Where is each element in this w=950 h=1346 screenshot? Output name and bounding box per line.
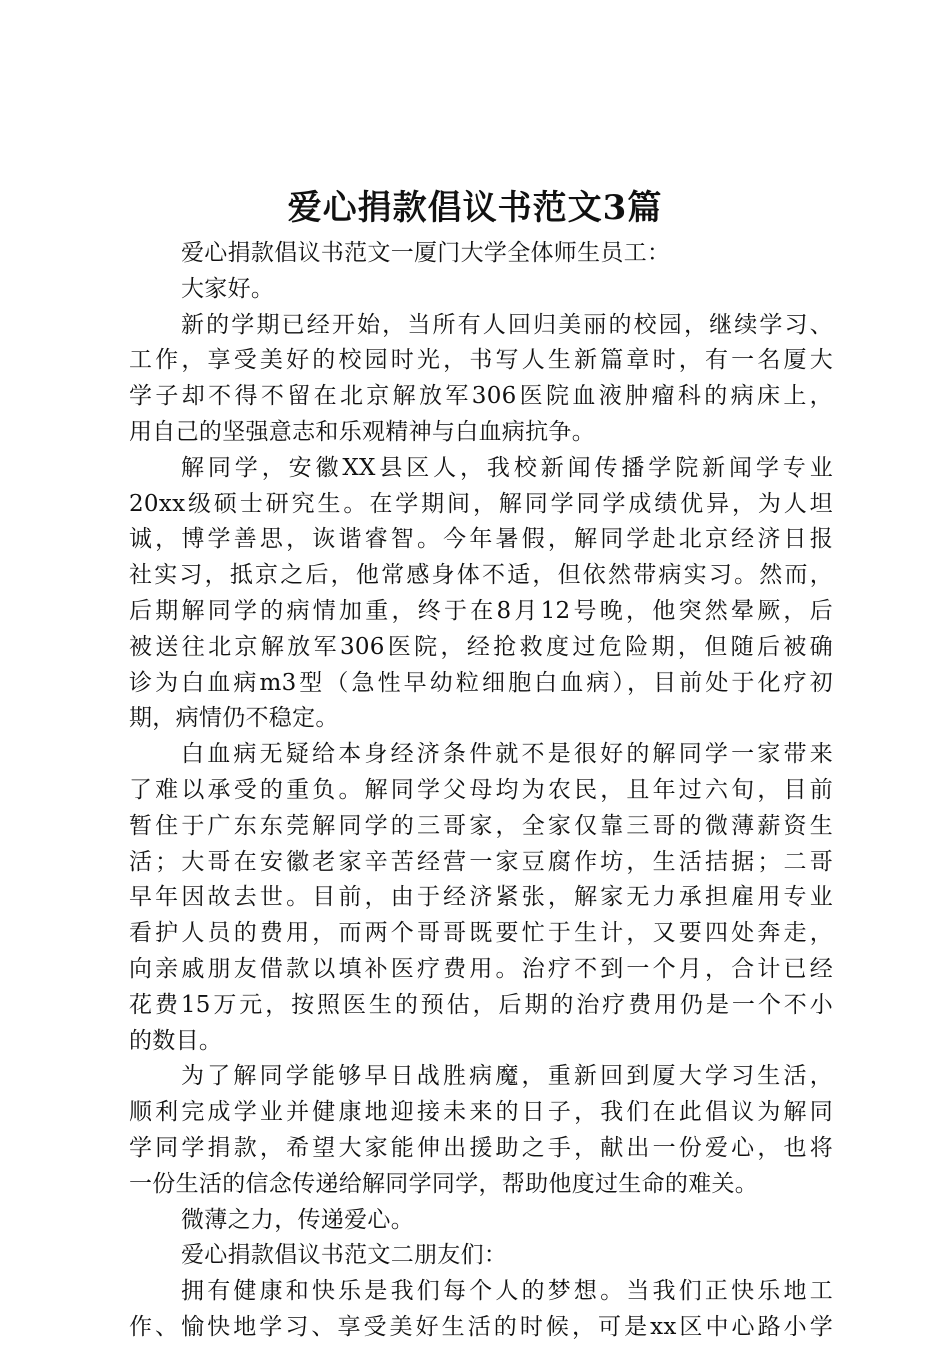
text-line: 诚，博学善思，诙谐睿智。今年暑假，解同学赴北京经济日报 — [129, 526, 833, 553]
text-line: 诊为白血病m3型（急性早幼粒细胞白血病），目前处于化疗初 — [129, 669, 833, 696]
text-line: 后期解同学的病情加重，终于在8月12号晚，他突然晕厥，后 — [129, 597, 833, 624]
text-line: 一份生活的信念传递给解同学同学，帮助他度过生命的难关。 — [129, 1170, 759, 1197]
text-line: 花费15万元，按照医生的预估，后期的治疗费用仍是一个不小 — [129, 991, 833, 1018]
text-line: 爱心捐款倡议书范文一厦门大学全体师生员工： — [181, 240, 671, 266]
text-line: 早年因故去世。目前，由于经济紧张，解家无力承担雇用专业 — [129, 884, 833, 911]
text-line: 暂住于广东东莞解同学的三哥家，全家仅靠三哥的微薄薪资生 — [129, 812, 833, 839]
text-line: 活；大哥在安徽老家辛苦经营一家豆腐作坊，生活拮据；二哥 — [129, 848, 833, 875]
text-line: 20xx级硕士研究生。在学期间，解同学同学成绩优异，为人坦 — [129, 490, 833, 517]
text-line: 拥有健康和快乐是我们每个人的梦想。当我们正快乐地工 — [181, 1278, 833, 1305]
text-line: 爱心捐款倡议书范文二朋友们： — [181, 1242, 508, 1269]
text-line: 白血病无疑给本身经济条件就不是很好的解同学一家带来 — [181, 741, 833, 768]
text-line: 顺利完成学业并健康地迎接未来的日子，我们在此倡议为解同 — [129, 1099, 833, 1126]
text-line: 工作，享受美好的校园时光，书写人生新篇章时，有一名厦大 — [129, 347, 833, 374]
text-line: 社实习，抵京之后，他常感身体不适，但依然带病实习。然而， — [129, 562, 833, 589]
text-line: 用自己的坚强意志和乐观精神与白血病抗争。 — [129, 418, 595, 445]
text-line: 学同学捐款，希望大家能伸出援助之手，献出一份爱心，也将 — [129, 1134, 833, 1161]
text-line: 解同学，安徽XX县区人，我校新闻传播学院新闻学专业 — [181, 454, 833, 481]
text-line: 微薄之力，传递爱心。 — [181, 1206, 414, 1233]
text-line: 作、愉快地学习、享受美好生活的时候，可是xx区中心路小学 — [129, 1313, 833, 1340]
text-line: 新的学期已经开始，当所有人回归美丽的校园，继续学习、 — [181, 311, 833, 338]
text-line: 了难以承受的重负。解同学父母均为农民，且年过六旬，目前 — [129, 776, 833, 803]
text-line: 向亲戚朋友借款以填补医疗费用。治疗不到一个月，合计已经 — [129, 955, 833, 982]
text-line: 为了解同学能够早日战胜病魔，重新回到厦大学习生活， — [181, 1063, 833, 1090]
document-title: 爱心捐款倡议书范文3篇 — [287, 188, 663, 228]
text-line: 的数目。 — [129, 1027, 223, 1054]
document-body — [129, 236, 833, 1346]
text-line: 期，病情仍不稳定。 — [129, 705, 339, 732]
text-line: 学子却不得不留在北京解放军306医院血液肿瘤科的病床上， — [129, 383, 833, 410]
text-line: 看护人员的费用，而两个哥哥既要忙于生计，又要四处奔走， — [129, 920, 833, 947]
text-line: 大家好。 — [181, 275, 275, 302]
text-line: 被送往北京解放军306医院，经抢救度过危险期，但随后被确 — [129, 633, 833, 660]
